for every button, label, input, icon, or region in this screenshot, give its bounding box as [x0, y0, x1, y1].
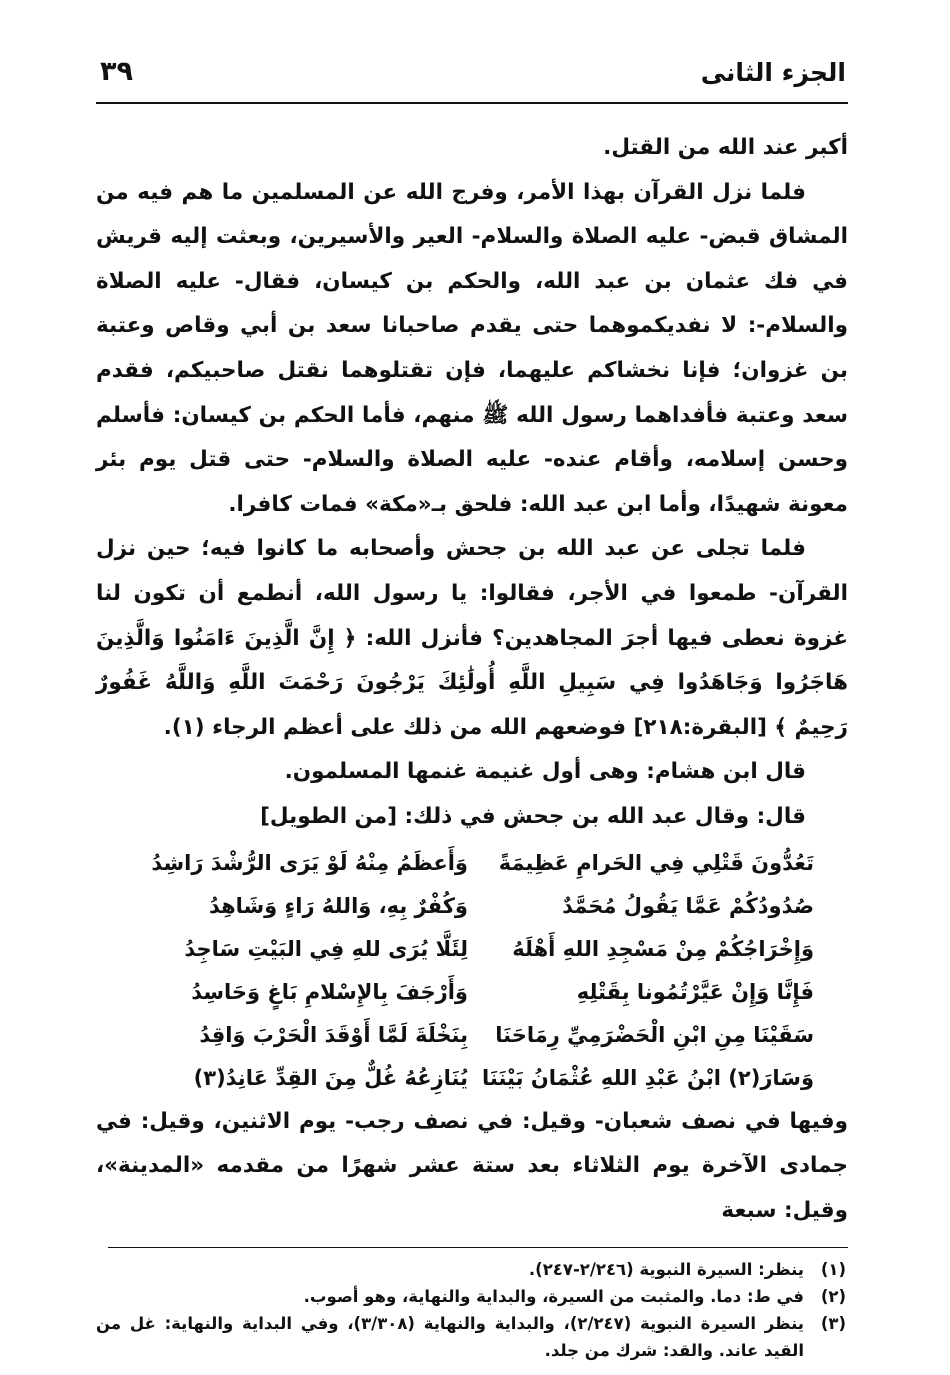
footnote	[96, 1283, 848, 1310]
poem-verse	[96, 928, 848, 971]
page-header	[96, 50, 848, 104]
verse-first-hemistich: وَإِخْرَاجُكُمْ مِنْ مَسْجِدِ اللهِ أَهْلَهُ	[512, 937, 814, 961]
verse-second-hemistich: بِنَخْلَةَ لَمَّا أَوْقَدَ الْحَرْبَ وَاقِدُ	[199, 1023, 468, 1047]
page-number: ٣٩	[100, 56, 133, 87]
verse-second-hemistich: لِئَلَّا يُرَى للهِ فِي البَيْتِ سَاجِدُ	[184, 937, 468, 961]
verse-first-hemistich: تَعُدُّونَ قَتْلِي فِي الحَرامِ عَظِيمَةً	[498, 851, 814, 875]
paragraph: فلما نزل القرآن بهذا الأمر، وفرج الله عن المسلمين ما هم فيه من المشاق قبض- عليه الصلاة والسلام- العير والأسيرين، وبعثت إليه قريش في فك عثمان بن عبد الله، والحكم بن كيسان، فقال- عليه الصلاة والسلام-: لا نفديكموهما حتى يقدم صاحبانا سعد بن أبي وقاص وعتبة بن غزوان؛ فإنا نخشاكم عليهما، فإن تقتلوهما نقتل صاحبيكم، فقدم سعد وعتبة فأفداهما رسول الله ﷺ منهم، فأما الحكم بن كيسان: فأسلم وحسن إسلامه، وأقام عنده- عليه الصلاة والسلام- حتى قتل يوم بئر معونة شهيدًا، وأما ابن عبد الله: فلحق بـ«مكة» فمات كافرا.	[96, 179, 848, 517]
poem-verse	[96, 885, 848, 928]
verse-second-hemistich: وَأَعظَمُ مِنْهُ لَوْ يَرَى الرُّشْدَ رَاشِدُ	[151, 851, 468, 875]
verse-first-hemistich: فَإِنَّا وَإِنْ عَيَّرْتُمُونا بِقَتْلِهِ	[576, 980, 814, 1004]
footnotes	[96, 1256, 848, 1364]
poem-verse	[96, 971, 848, 1014]
verse-first-hemistich: وَسَارَ(٢) ابْنُ عَبْدِ اللهِ عُثْمَانُ بَيْنَنَا	[482, 1066, 814, 1090]
poem-verse	[96, 1014, 848, 1057]
footnote-text: في ط: دما. والمثبت من السيرة، والبداية والنهاية، وهو أصوب.	[303, 1287, 804, 1307]
paragraph: قال ابن هشام: وهى أول غنيمة غنمها المسلمون.	[284, 759, 806, 785]
paragraph: فلما تجلى عن عبد الله بن جحش وأصحابه ما كانوا فيه؛ حين نزل القرآن- طمعوا في الأجر، فقالوا: يا رسول الله، أنطمع أن تكون لنا غزوة نعطى فيها أجرَ المجاهدين؟ فأنزل الله: ﴿ إِنَّ الَّذِينَ ءَامَنُوا وَالَّذِينَ هَاجَرُوا وَجَاهَدُوا فِي سَبِيلِ اللَّهِ أُولَٰئِكَ يَرْجُونَ رَحْمَتَ اللَّهِ وَاللَّهُ غَفُورٌ رَحِيمٌ ﴾ [البقرة:٢١٨] فوضعهم الله من ذلك على أعظم الرجاء (١).	[96, 536, 848, 740]
paragraph: أكبر عند الله من القتل.	[603, 135, 848, 160]
verse-second-hemistich: وَأَرْجَفَ بِالإِسْلامِ بَاغٍ وَحَاسِدُ	[191, 980, 468, 1004]
poem-intro: قال: وقال عبد الله بن جحش في ذلك: [من الطويل]	[260, 803, 806, 829]
closing-paragraph: وفيها في نصف شعبان- وقيل: في نصف رجب- يوم الاثنين، وقيل: في جمادى الآخرة يوم الثلاثاء بعد ستة عشر شهرًا من مقدمه «المدينة»، وقيل: سبعة	[96, 1108, 848, 1223]
footnote-number: (١)	[820, 1260, 846, 1280]
footnote-number: (٣)	[820, 1314, 846, 1334]
footnote-text: ينظر: السيرة النبوية (٢/٢٤٦-٢٤٧).	[528, 1260, 804, 1280]
verse-second-hemistich: يُنَازِعُهُ غُلٌّ مِنَ القِدِّ عَانِدُ(٣)	[193, 1066, 468, 1090]
footnote	[96, 1310, 848, 1364]
poem	[96, 842, 848, 1100]
verse-first-hemistich: سَقَيْنَا مِنِ ابْنِ الْحَضْرَمِيِّ رِمَاحَنَا	[495, 1023, 814, 1047]
footnote	[96, 1256, 848, 1283]
footnote-divider	[108, 1247, 848, 1248]
poem-verse	[96, 1057, 848, 1100]
verse-second-hemistich: وَكُفْرٌ بِهِ، وَاللهُ رَاءٍ وَشَاهِدُ	[208, 894, 468, 918]
running-title: الجزء الثانى	[700, 58, 846, 87]
footnote-text: ينظر السيرة النبوية (٢/٢٤٧)، والبداية والنهاية (٣/٣٠٨)، وفي البداية والنهاية: غل من القيد عاند. والقد: شرك من جلد.	[96, 1314, 804, 1361]
poem-verse	[96, 842, 848, 885]
footnote-number: (٢)	[820, 1287, 846, 1307]
main-text	[96, 126, 848, 1233]
book-page	[96, 50, 848, 1364]
verse-first-hemistich: صُدُودُكُمْ عَمَّا يَقُولُ مُحَمَّدٌ	[562, 894, 814, 918]
